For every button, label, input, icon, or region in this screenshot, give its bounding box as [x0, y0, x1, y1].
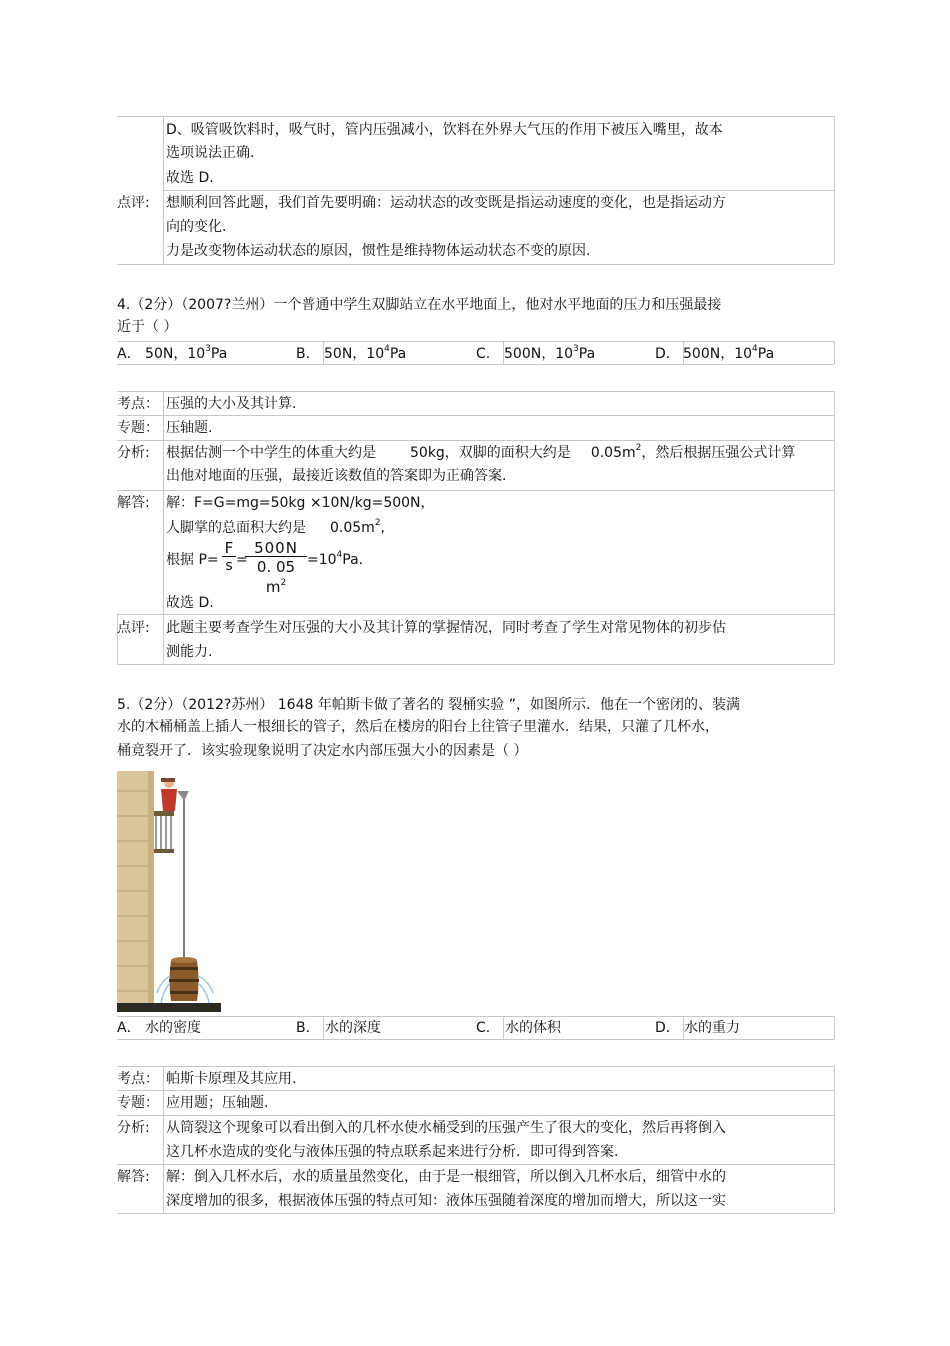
formula-text: Pa.: [342, 552, 364, 568]
fenxi-exponent: 2: [635, 443, 642, 453]
q3-review-line3: 力是改变物体运动状态的原因，惯性是维持物体运动状态不变的原因.: [166, 243, 591, 259]
q5-zhuanti: 应用题；压轴题.: [166, 1095, 269, 1111]
q4-jieda-formula-prefix: 根据 P=: [166, 552, 219, 568]
q4-jieda-label: 解答:: [117, 495, 150, 511]
q5-fenxi-label: 分析:: [117, 1120, 150, 1136]
fraction-f-over-s: [222, 540, 236, 575]
q5-option-c: [476, 1019, 561, 1037]
option-letter: B.: [296, 1020, 311, 1036]
option-exponent: 4: [384, 344, 390, 354]
q4-option-a: [117, 345, 227, 363]
fenxi-text: 0.05m: [590, 445, 636, 461]
fraction-denominator: s: [225, 558, 233, 574]
q4-stem-line1: 4.（2分）（2007?兰州）一个普通中学生双脚站立在水平地面上，他对水平地面的压力和压强最接: [117, 297, 722, 313]
formula-exponent: 4: [336, 550, 343, 560]
q3-review-line2: 向的变化.: [166, 219, 227, 235]
q4-kaodian-label: 考点：: [117, 396, 159, 412]
q5-jieda-label: 解答:: [117, 1169, 150, 1185]
fraction-denominator: 0. 05 $m^2$: [256, 558, 296, 596]
option-text: 500N，10: [504, 346, 574, 362]
option-unit: Pa: [757, 346, 775, 362]
q5-kaodian-label: 考点：: [117, 1071, 159, 1087]
option-d-explanation-line1: D、吸管吸饮料时，吸气时，管内压强减小，饮料在外界大气压的作用下被压入嘴里，故本: [166, 122, 723, 138]
fraction-numerator: F: [224, 539, 234, 557]
option-text: 水的重力: [684, 1020, 740, 1036]
q5-option-a: [117, 1019, 201, 1037]
fenxi-text: 根据估测一个中学生的体重大约是: [166, 445, 376, 461]
option-letter: C.: [476, 1020, 491, 1036]
formula-text: =10: [307, 552, 337, 568]
jieda-exponent: 2: [374, 518, 381, 528]
option-text: 水的体积: [505, 1020, 561, 1036]
q5-stem-line1: 5.（2分）（2012?苏州） 1648 年帕斯卡做了著名的 裂桶实验 ”，如图所示．他在一个密闭的、装满: [117, 697, 741, 713]
q3-review-label: 点评:: [117, 195, 150, 211]
option-letter: A．: [117, 1020, 141, 1036]
q4-review-line1: 此题主要考查学生对压强的大小及其计算的掌握情况，同时考查了学生对常见物体的初步估: [166, 620, 726, 636]
q4-jieda-line2: [166, 519, 385, 537]
q4-kaodian: 压强的大小及其计算.: [166, 396, 297, 412]
q4-review-line2: 测能力.: [166, 644, 213, 660]
q4-fenxi-label: 分析:: [117, 445, 150, 461]
q5-zhuanti-label: 专题：: [117, 1095, 159, 1111]
q4-stem-line2: 近于（ ）: [117, 319, 178, 335]
thin-tube: [183, 799, 185, 959]
q5-jieda-line1: 解：倒入几杯水后，水的质量虽然变化，由于是一根细管，所以倒入几杯水后，细管中水的: [166, 1169, 726, 1185]
option-letter: C.: [476, 346, 491, 362]
q5-option-b: [296, 1019, 381, 1037]
q5-jieda-line2: 深度增加的很多，根据液体压强的特点可知：液体压强随着深度的增加而增大，所以这一实: [166, 1193, 726, 1209]
option-letter: D．: [655, 1020, 680, 1036]
q5-fenxi-line2: 这几杯水造成的变化与液体压强的特点联系起来进行分析．即可得到答案.: [166, 1144, 619, 1160]
q4-fenxi-line1: [166, 444, 795, 462]
q3-answer: 故选 D.: [166, 170, 214, 186]
option-text: 水的密度: [145, 1020, 202, 1036]
option-letter: A．: [117, 346, 141, 362]
q4-review-label: 点评:: [117, 620, 150, 636]
q5-stem-line2: 水的木桶桶盖上插人一根细长的管子，然后在楼房的阳台上往管子里灌水．结果，只灌了几杯水，: [117, 719, 719, 735]
option-text: 50N，10: [145, 346, 206, 362]
q4-answer: 故选 D.: [166, 595, 214, 611]
q4-jieda-formula-result: [307, 551, 363, 569]
option-text: 500N，10: [683, 346, 753, 362]
jieda-text: 人脚掌的总面积大约是: [166, 520, 306, 536]
q5-kaodian: 帕斯卡原理及其应用.: [166, 1071, 297, 1087]
q5-fenxi-line1: 从筒裂这个现象可以看出倒入的几杯水使水桶受到的压强产生了很大的变化，然后再将倒入: [166, 1120, 726, 1136]
q4-jieda-line1: 解：F=G=mg=50kg ×10N/kg=500N，: [166, 495, 435, 511]
option-unit: Pa: [210, 346, 228, 362]
q5-option-d: [655, 1019, 740, 1037]
jieda-text: 0.05m: [330, 520, 375, 536]
option-exponent: 3: [205, 344, 211, 354]
fenxi-text: 50kg，双脚的面积大约是: [410, 445, 571, 461]
q4-fenxi-line2: 出他对地面的压强，最接近该数值的答案即为正确答案.: [166, 468, 507, 484]
fraction-numerator: 500N: [254, 539, 298, 557]
option-text: 水的深度: [325, 1020, 381, 1036]
option-letter: D．: [655, 346, 680, 362]
q4-option-c: [476, 344, 596, 363]
option-unit: Pa: [578, 346, 596, 362]
jieda-text: ,: [380, 520, 385, 536]
fenxi-text: ，然后根据压强公式计算: [641, 445, 796, 461]
q4-option-d: [655, 344, 775, 363]
option-letter: B.: [296, 346, 311, 362]
option-exponent: 3: [573, 344, 579, 354]
option-text: 50N，10: [324, 346, 385, 362]
option-unit: Pa: [389, 346, 407, 362]
option-d-explanation-line2: 选项说法正确.: [166, 145, 255, 161]
q4-zhuanti-label: 专题：: [117, 420, 159, 436]
q3-review-line1: 想顺利回答此题，我们首先要明确：运动状态的改变既是指运动速度的变化，也是指运动方: [166, 195, 726, 211]
equals-sign: =: [236, 552, 248, 568]
q4-zhuanti: 压轴题.: [166, 420, 213, 436]
q5-stem-line3: 桶竟裂开了．该实验现象说明了决定水内部压强大小的因素是（ ）: [117, 743, 528, 759]
fraction-500n-over-area: [245, 540, 307, 597]
q4-option-b: [296, 344, 407, 363]
pascal-barrel-illustration: [117, 771, 221, 1012]
option-exponent: 4: [752, 344, 758, 354]
